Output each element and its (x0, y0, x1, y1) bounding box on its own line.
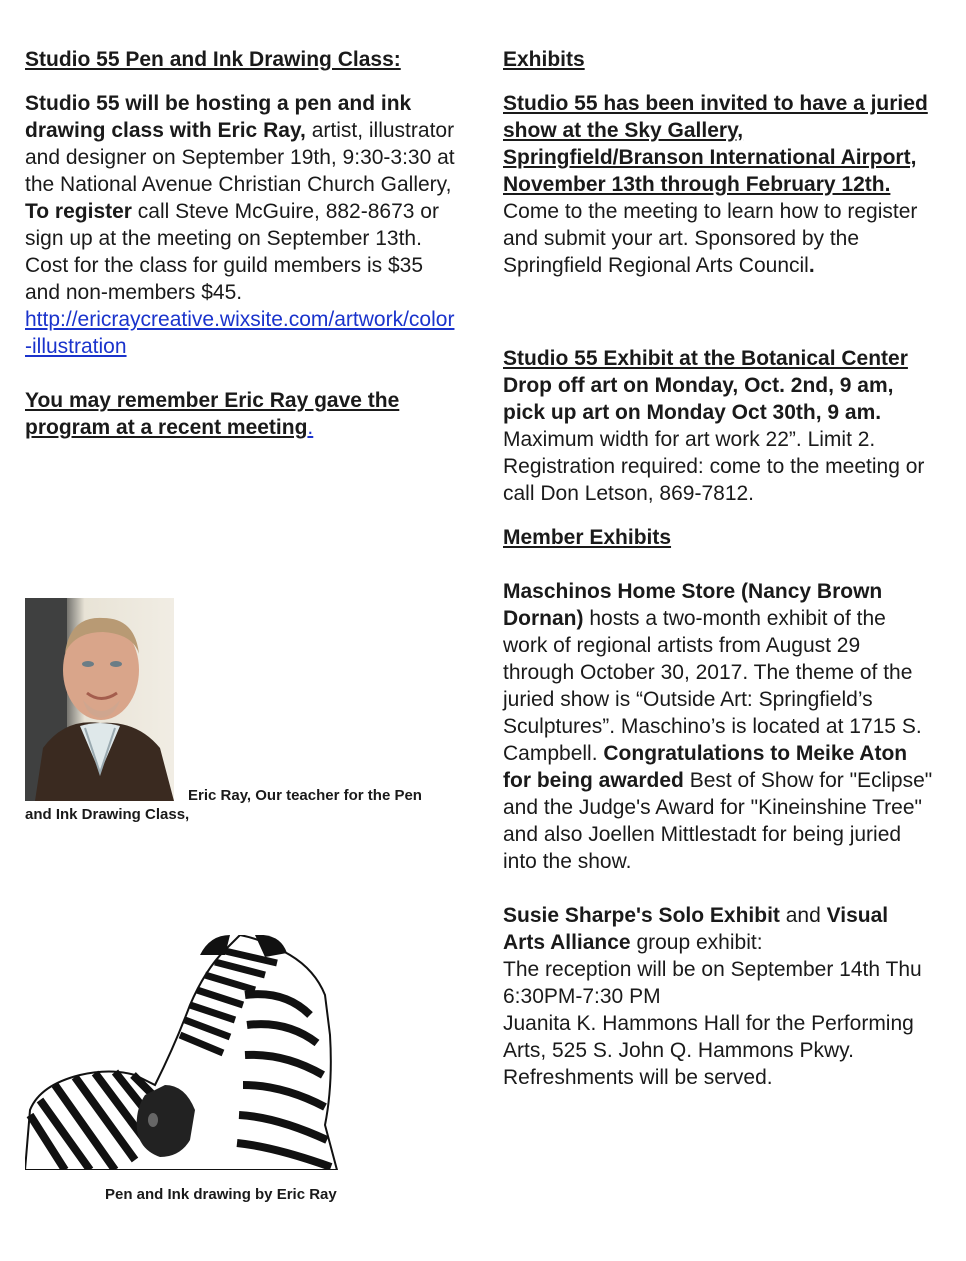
remember-text: You may remember Eric Ray gave the program at a recent meeting (25, 389, 400, 439)
class-description (25, 90, 455, 360)
sky-gallery-heading: Studio 55 has been invited to have a juried show at the Sky Gallery, Springfield/Branson International Airport, November 13th through February 12th. (503, 92, 928, 196)
left-column (25, 46, 455, 441)
sky-gallery-paragraph: Studio 55 has been invited to have a juried show at the Sky Gallery, Springfield/Branson International Airport, November 13th through February 12th. Come to the meeting to learn how to register and submit your art. Sponsored by the Springfield Regional Arts Council. (503, 92, 928, 277)
class-body-1: artist, illustrator and designer on September 19th, 9:30-3:30 at the National Avenue Christian Church Gallery, (25, 119, 455, 196)
maschinos-heading: Maschinos Home Store (Nancy Brown Dornan) (503, 580, 883, 630)
exhibits-title: Exhibits (503, 48, 585, 71)
susie-heading: Susie Sharpe's Solo Exhibit (503, 904, 780, 927)
drawing-caption: Pen and Ink drawing by Eric Ray (105, 1186, 337, 1203)
zebra-drawing (25, 935, 340, 1170)
class-intro: Studio 55 will be hosting a pen and ink drawing class with Eric Ray, (25, 92, 412, 142)
member-exhibits-title: Member Exhibits (503, 526, 672, 549)
susie-paragraph: Susie Sharpe's Solo Exhibit and Visual Arts Alliance group exhibit: The reception will be on September 14th Thu 6:30PM-7:30 PM Juanita K. Hammons Hall for the Performing Arts, 525 S. John Q. Hammons Pkwy. Refreshments will be served. (503, 904, 922, 1089)
botanical-body: Maximum width for art work 22”. Limit 2. Registration required: come to the meeting or call Don Letson, 869-7812. (503, 428, 925, 505)
class-body-2: call Steve McGuire, 882-8673 or sign up at the meeting on September 13th. Cost for the class for guild members is $35 and non-members $45. (25, 200, 439, 304)
maschinos-body: hosts a two-month exhibit of the work of regional artists from August 29 through October 30, 2017. The theme of the juried show is “Outside Art: Springfield’s Sculptures”. Maschino’s is located at 1715 S. Campbell. (503, 607, 922, 765)
sky-gallery-body: Come to the meeting to learn how to register and submit your art. Sponsored by the Springfield Regional Arts Council (503, 200, 918, 277)
botanical-dates: Drop off art on Monday, Oct. 2nd, 9 am, pick up art on Monday Oct 30th, 9 am. (503, 374, 894, 424)
botanical-paragraph (503, 345, 933, 507)
botanical-title: Studio 55 Exhibit at the Botanical Center (503, 347, 908, 370)
maschinos-paragraph (503, 578, 933, 875)
photo-caption: Eric Ray, Our teacher for the Pen and Ink Drawing Class, (25, 787, 422, 823)
congrats-body: Best of Show for "Eclipse" and the Judge's Award for "Kineinshine Tree" and also Joellen Mittlestadt for being juried into the show. (503, 769, 933, 873)
eric-ray-photo (25, 598, 174, 801)
reception-text: The reception will be on September 14th Thu 6:30PM-7:30 PM (503, 958, 922, 1008)
congrats-heading: Congratulations to Meike Aton for being awarded (503, 742, 908, 792)
register-label: To register (25, 200, 132, 223)
venue-text: Juanita K. Hammons Hall for the Performing Arts, 525 S. John Q. Hammons Pkwy. Refreshments will be served. (503, 1012, 914, 1089)
right-column (503, 46, 933, 1091)
vaa-heading: Visual Arts Alliance (503, 904, 889, 954)
class-title: Studio 55 Pen and Ink Drawing Class: (25, 48, 401, 71)
artwork-link[interactable]: http://ericraycreative.wixsite.com/artwork/color-illustration (25, 308, 455, 358)
remember-note: You may remember Eric Ray gave the program at a recent meeting. (25, 389, 400, 439)
